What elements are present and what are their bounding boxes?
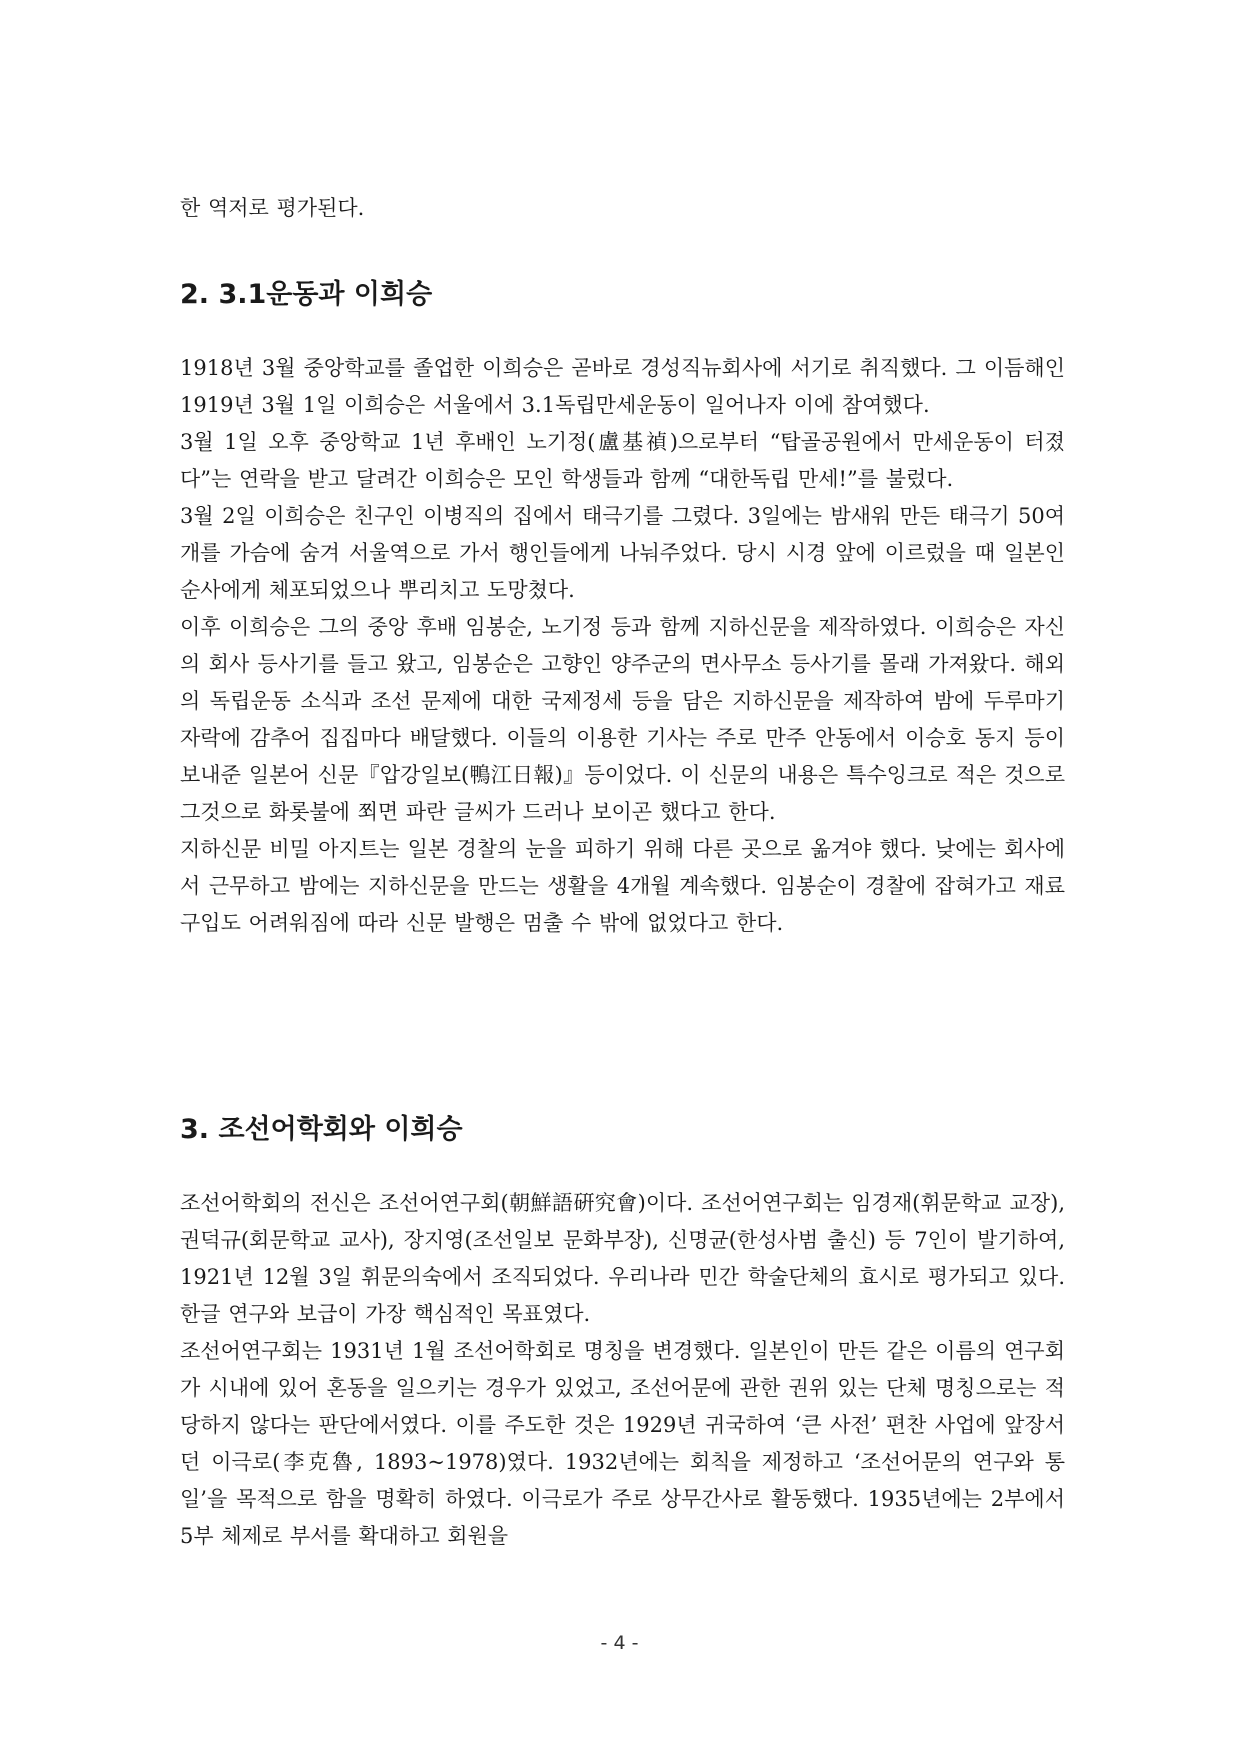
intro-paragraph: 한 역저로 평가된다. — [180, 196, 365, 220]
section-2-body — [180, 350, 1065, 942]
page-number: - 4 - — [600, 1632, 639, 1654]
section-2-paragraph-2: 3월 1일 오후 중앙학교 1년 후배인 노기정(盧基禎)으로부터 “탑골공원에서 만세운동이 터졌다”는 연락을 받고 달려간 이희승은 모인 학생들과 함께 “대한독립 만세!”를 불렀다. — [180, 430, 1065, 491]
section-3-paragraph-1: 조선어학회의 전신은 조선어연구회(朝鮮語硏究會)이다. 조선어연구회는 임경재(휘문학교 교장), 권덕규(회문학교 교사), 장지영(조선일보 문화부장), 신명균(한성사범 출신) 등 7인이 발기하여, 1921년 12월 3일 휘문의숙에서 조직되었다. 우리나라 민간 학술단체의 효시로 평가되고 있다. 한글 연구와 보급이 가장 핵심적인 목표였다. — [180, 1191, 1065, 1326]
section-3-title: 3. 조선어학회와 이희승 — [180, 1114, 463, 1145]
section-3-body — [180, 1185, 1065, 1555]
section-2-title: 2. 3.1운동과 이희승 — [180, 279, 433, 310]
section-2-paragraph-4: 이후 이희승은 그의 중앙 후배 임봉순, 노기정 등과 함께 지하신문을 제작하였다. 이희승은 자신의 회사 등사기를 들고 왔고, 임봉순은 고향인 양주군의 면사무소 등사기를 몰래 가져왔다. 해외의 독립운동 소식과 조선 문제에 대한 국제정세 등을 담은 지하신문을 제작하여 밤에 두루마기 자락에 감추어 집집마다 배달했다. 이들의 이용한 기사는 주로 만주 안동에서 이승호 동지 등이 보내준 일본어 신문『압강일보(鴨江日報)』등이었다. 이 신문의 내용은 특수잉크로 적은 것으로 그것으로 화롯불에 쬐면 파란 글씨가 드러나 보이곤 했다고 한다. — [180, 615, 1065, 824]
section-2-paragraph-5: 지하신문 비밀 아지트는 일본 경찰의 눈을 피하기 위해 다른 곳으로 옮겨야 했다. 낮에는 회사에서 근무하고 밤에는 지하신문을 만드는 생활을 4개월 계속했다. 임봉순이 경찰에 잡혀가고 재료 구입도 어려워짐에 따라 신문 발행은 멈출 수 밖에 없었다고 한다. — [180, 837, 1065, 935]
section-3-paragraph-2: 조선어연구회는 1931년 1월 조선어학회로 명칭을 변경했다. 일본인이 만든 같은 이름의 연구회가 시내에 있어 혼동을 일으키는 경우가 있었고, 조선어문에 관한 권위 있는 단체 명칭으로는 적당하지 않다는 판단에서였다. 이를 주도한 것은 1929년 귀국하여 ‘큰 사전’ 편찬 사업에 앞장서던 이극로(李克魯, 1893~1978)였다. 1932년에는 회칙을 제정하고 ‘조선어문의 연구와 통일’을 목적으로 함을 명확히 하였다. 이극로가 주로 상무간사로 활동했다. 1935년에는 2부에서 5부 체제로 부서를 확대하고 회원을 — [180, 1339, 1065, 1548]
section-2-paragraph-1: 1918년 3월 중앙학교를 졸업한 이희승은 곧바로 경성직뉴회사에 서기로 취직했다. 그 이듬해인 1919년 3월 1일 이희승은 서울에서 3.1독립만세운동이 일어나자 이에 참여했다. — [180, 356, 1065, 417]
section-2-paragraph-3: 3월 2일 이희승은 친구인 이병직의 집에서 태극기를 그렸다. 3일에는 밤새워 만든 태극기 50여 개를 가슴에 숨겨 서울역으로 가서 행인들에게 나눠주었다. 당시 시경 앞에 이르렀을 때 일본인 순사에게 체포되었으나 뿌리치고 도망쳤다. — [180, 504, 1065, 602]
